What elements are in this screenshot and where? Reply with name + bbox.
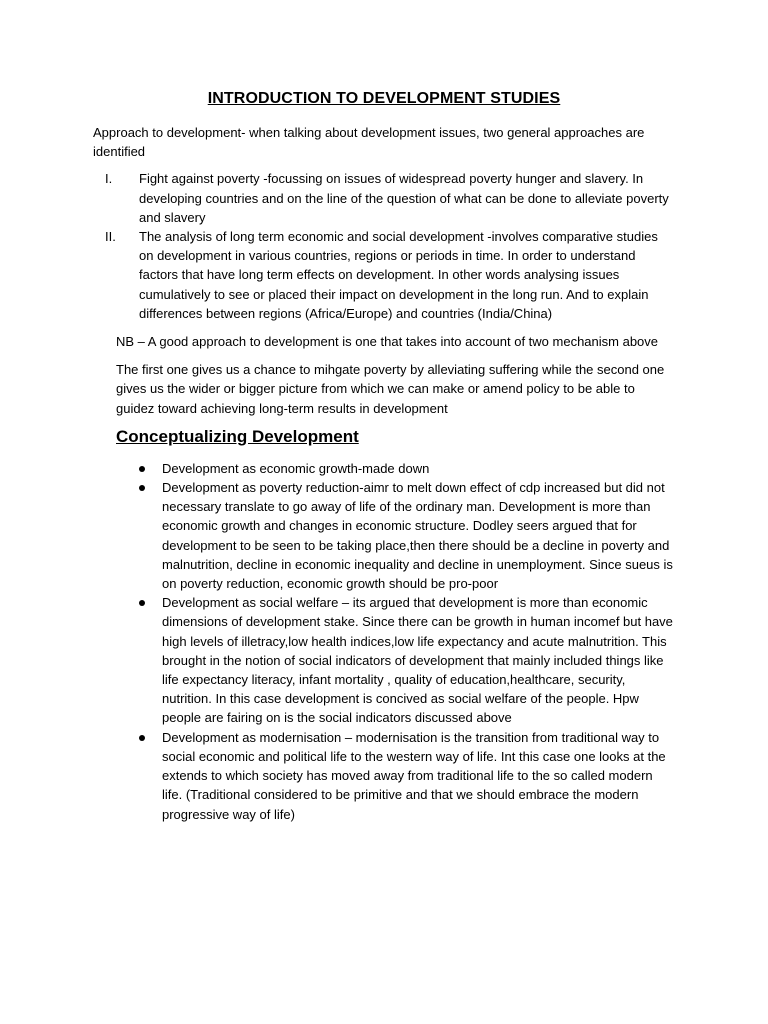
approach-summary-paragraph: The first one gives us a chance to mihgate poverty by alleviating suffering while the second one gives us the wider or bigger picture from which we can make or amend policy to be able to guidez toward achieving long-term results in development [116,362,665,416]
concept-text: Development as social welfare – its argued that development is more than economic dimensions of development stake. Since there can be growth in human incomef but have high levels of illetracy,low health indices,low life expectancy and acute malnutrition. This brought in the notion of social indicators of development that mainly included things like life expectancy literacy, infant mortality , quality of education,healthcare, security, nutrition. In this case development is concived as social welfare of the people. Hpw people are fairing on is the social indicators discussed above [162,595,673,726]
concept-item [93,459,675,478]
nb-note: NB – A good approach to development is one that takes into account of two mechanism above [116,334,659,350]
concept-item [93,593,675,727]
approach-number: II. [105,229,116,245]
document-title: INTRODUCTION TO DEVELOPMENT STUDIES [207,90,561,107]
bullet-icon [139,735,145,741]
approach-text: The analysis of long term economic and social development -involves comparative studies on development in various countries, regions or periods in time. In order to understand factors that have long term effects on development. In other words analysing issues cumulatively to see or placed their impact on development in the long run. And to explain differences between regions (Africa/Europe) and countries (India/China) [139,229,658,321]
bullet-icon [139,466,145,472]
approach-item-1 [93,169,675,227]
concept-item [93,728,675,824]
concept-item [93,478,675,593]
concept-text: Development as economic growth-made down [162,460,430,476]
section-heading: Conceptualizing Development [116,426,359,446]
document-page [93,88,675,824]
bullet-icon [139,600,145,606]
approach-item-2 [93,227,675,323]
concepts-list [93,459,675,824]
approaches-list [93,169,675,323]
approach-text: Fight against poverty -focussing on issues of widespread poverty hunger and slavery. In developing countries and on the line of the question of what can be done to alleviate poverty and slavery [139,171,669,225]
bullet-icon [139,485,145,491]
concept-text: Development as modernisation – modernisation is the transition from traditional way to social economic and political life to the western way of life. Int this case one looks at the extends to which society has moved away from traditional life to the so called modern life. (Traditional considered to be primitive and that we should embrace the modern progressive way of life) [162,729,666,822]
concept-text: Development as poverty reduction-aimr to melt down effect of cdp increased but did not necessary translate to go away of life of the ordinary man. Development is more than economic growth and changes in economic structure. Dodley seers argued that for development to be seen to be taking place,then there should be a decline in poverty and malnutrition, decline in economic inequality and decline in unemployment. Since sueus is on poverty reduction, economic growth should be pro-poor [162,480,673,592]
intro-paragraph: Approach to development- when talking about development issues, two general approaches are identified [93,125,645,160]
approach-number: I. [105,171,113,187]
